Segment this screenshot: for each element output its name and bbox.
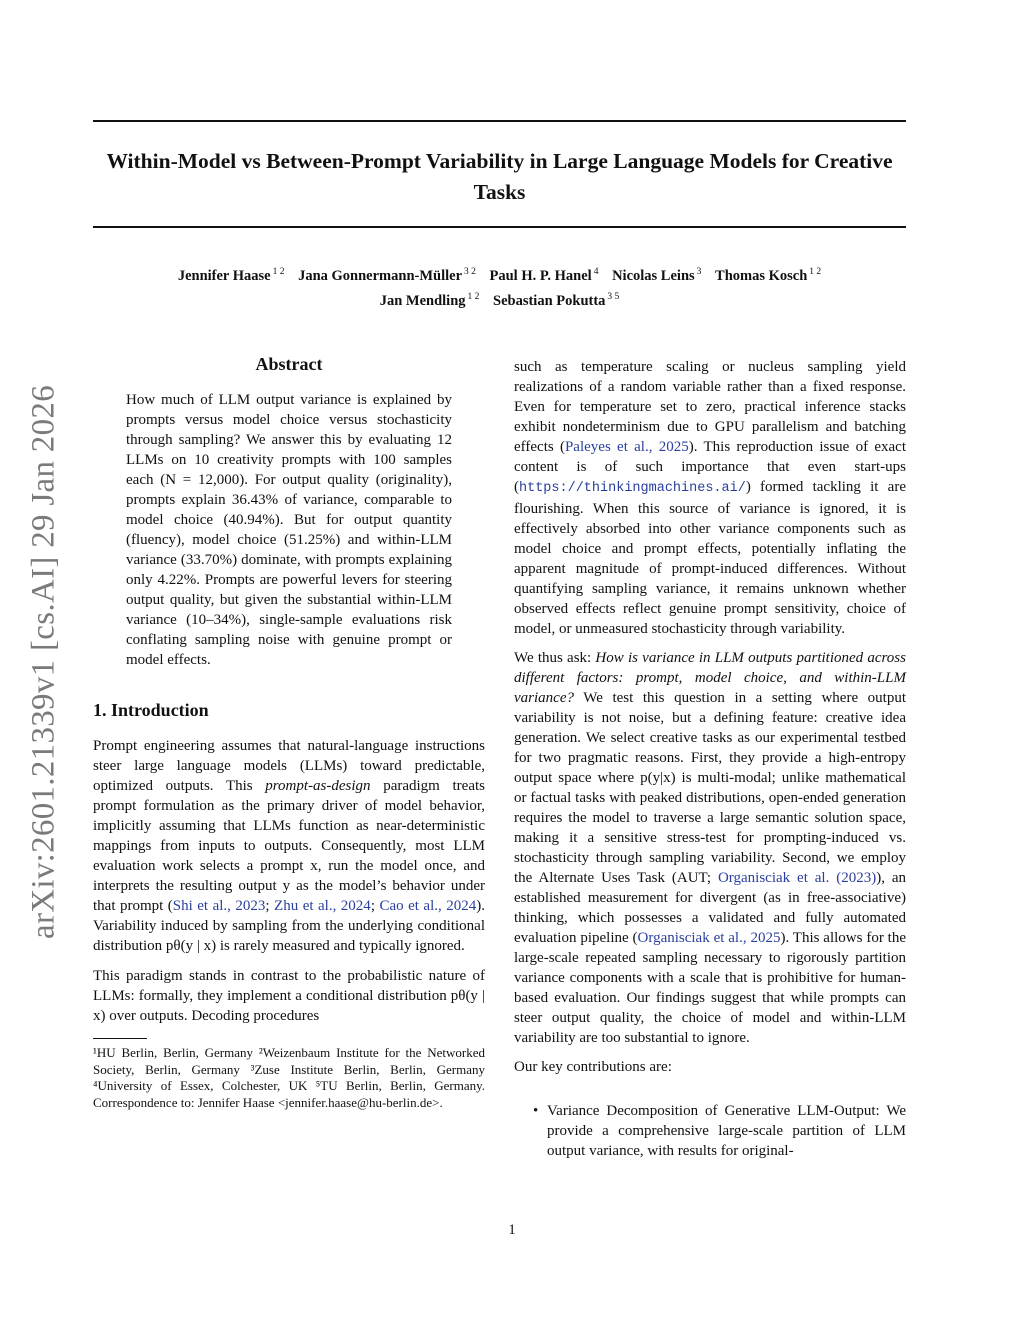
arxiv-identifier: arXiv:2601.21339v1 [cs.AI] 29 Jan 2026 — [25, 385, 62, 939]
left-column — [93, 352, 485, 1111]
list-item: • Variance Decomposition of Generative LLM-Output: We provide a comprehensive large-scale partition of LLM output variance, with results for original- — [533, 1103, 906, 1159]
affiliations-footnote: ¹HU Berlin, Berlin, Germany ²Weizenbaum Institute for the Networked Society, Berlin, Germany ³Zuse Institute Berlin, Berlin, Germany ⁴University of Essex, Colchester, UK ⁵TU Berlin, Berlin, Germany. Correspondence to: Jennifer Haase <jennifer.haase@hu-berlin.de>. — [93, 1045, 485, 1110]
author: Nicolas Leins $^3$ — [612, 267, 702, 284]
title-top-rule — [93, 120, 906, 122]
contributions-list — [514, 1101, 906, 1161]
bullet-icon: • — [533, 1103, 539, 1119]
abstract-heading: Abstract — [255, 354, 323, 374]
right-paragraph-3: Our key contributions are: — [514, 1059, 672, 1075]
citation-link[interactable]: Cao et al., 2024 — [379, 898, 477, 914]
author: Sebastian Pokutta $^{3 5}$ — [493, 292, 620, 309]
page-number: 1 — [508, 1222, 516, 1238]
right-paragraph-2: We thus ask: How is variance in LLM outputs partitioned across different factors: prompt, model choice, and within-LLM variance? We test this question in a setting where output variability is not noise, but a defining feature: creative idea generation. We select creative tasks as our experimental testbed for two pragmatic reasons. First, they provide a high-entropy output space where p(y|x) is multi-modal; unlike mathematical or factual tasks with peaked distributions, open-ended generation requires the model to traverse a large semantic solution space, making it a sensitive stress-test for prompting-induced vs. stochasticity through sampling variability. Second, we employ the Alternate Uses Task (AUT; Organisciak et al. (2023)), an established measurement for divergent (as in free-associative) thinking, which possesses a validated and fully automated evaluation pipeline (Organisciak et al., 2025). This allows for the large-scale repeated sampling necessary to rigorously partition variance components with a scale that is prohibitive for human-based evaluation. Our findings suggest that while prompts can steer output quality, the choice of model and within-LLM variability are too substantial to ignore. — [514, 650, 907, 1046]
citation-link[interactable]: Paleyes et al., 2025 — [564, 439, 689, 455]
citation-link[interactable]: Shi et al., 2023 — [172, 898, 266, 914]
citation-link[interactable]: Organisciak et al., 2025 — [637, 930, 781, 946]
author: Paul H. P. Hanel $^4$ — [489, 267, 599, 284]
right-column — [514, 357, 906, 1161]
title-bottom-rule — [93, 226, 906, 228]
intro-paragraph-2: This paradigm stands in contrast to the probabilistic nature of LLMs: formally, they implement a conditional distribution pθ(y | x) over outputs. Decoding procedures — [93, 968, 485, 1024]
abstract-text: How much of LLM output variance is explained by prompts versus model choice versus stochasticity through sampling? We answer this by evaluating 12 LLMs on 10 creativity prompts with 100 samples each (N = 12,000). For output quality (originality), prompts explain 36.43% of variance, comparable to model choice (40.94%). But for output quantity (fluency), model choice (51.25%) and within-LLM variance (33.70%) dominate, with prompts explaining only 4.22%. Prompts are powerful levers for steering output quality, but given the substantial within-LLM variance (10–34%), single-sample evaluations risk conflating sampling noise with genuine prompt or model effects. — [126, 392, 452, 668]
url-link[interactable]: https://thinkingmachines.ai/ — [519, 481, 746, 496]
author: Jana Gonnermann-Müller $^{3 2}$ — [298, 267, 476, 284]
section-heading-introduction: 1. Introduction — [93, 700, 209, 720]
author: Jan Mendling $^{1 2}$ — [379, 292, 480, 309]
author: Jennifer Haase $^{1 2}$ — [177, 267, 285, 284]
citation-link[interactable]: Zhu et al., 2024 — [274, 898, 371, 914]
footnote-rule — [93, 1038, 147, 1039]
citation-link[interactable]: Organisciak et al. (2023) — [717, 870, 877, 886]
author-list — [93, 262, 906, 312]
intro-paragraph-1: Prompt engineering assumes that natural-language instructions steer large language models (LLMs) toward predictable, optimized outputs. This prompt-as-design paradigm treats prompt formulation as the primary driver of model behavior, implicitly assuming that LLMs function as near-deterministic mappings from inputs to outputs. Consequently, most LLM evaluation work selects a prompt x, run the model once, and interprets the resulting output y as the model’s behavior under that prompt (Shi et al., 2023; Zhu et al., 2024; Cao et al., 2024). Variability induced by sampling from the underlying conditional distribution pθ(y | x) is rarely measured and typically ignored. — [93, 738, 485, 954]
author: Thomas Kosch $^{1 2}$ — [715, 267, 822, 284]
right-paragraph-1: such as temperature scaling or nucleus sampling yield realizations of a random variable rather than a fixed response. Even for temperature set to zero, practical inference stacks exhibit nondeterminism due to GPU parallelism and batching effects (Paleyes et al., 2025). This reproduction issue of exact content is of such importance that even start-ups (https://thinkingmachines.ai/) formed tackling it are flourishing. When this source of variance is ignored, it is effectively absorbed into other variance components such as model choice and prompt effects, potentially inflating the apparent magnitude of prompt-induced differences. Without quantifying sampling variance, it remains unknown whether observed effects reflect genuine prompt sensitivity, choice of model, or unmeasured stochasticity through variability. — [514, 359, 906, 637]
paper-title: Within-Model vs Between-Prompt Variability in Large Language Models for Creative Tasks — [106, 149, 893, 204]
